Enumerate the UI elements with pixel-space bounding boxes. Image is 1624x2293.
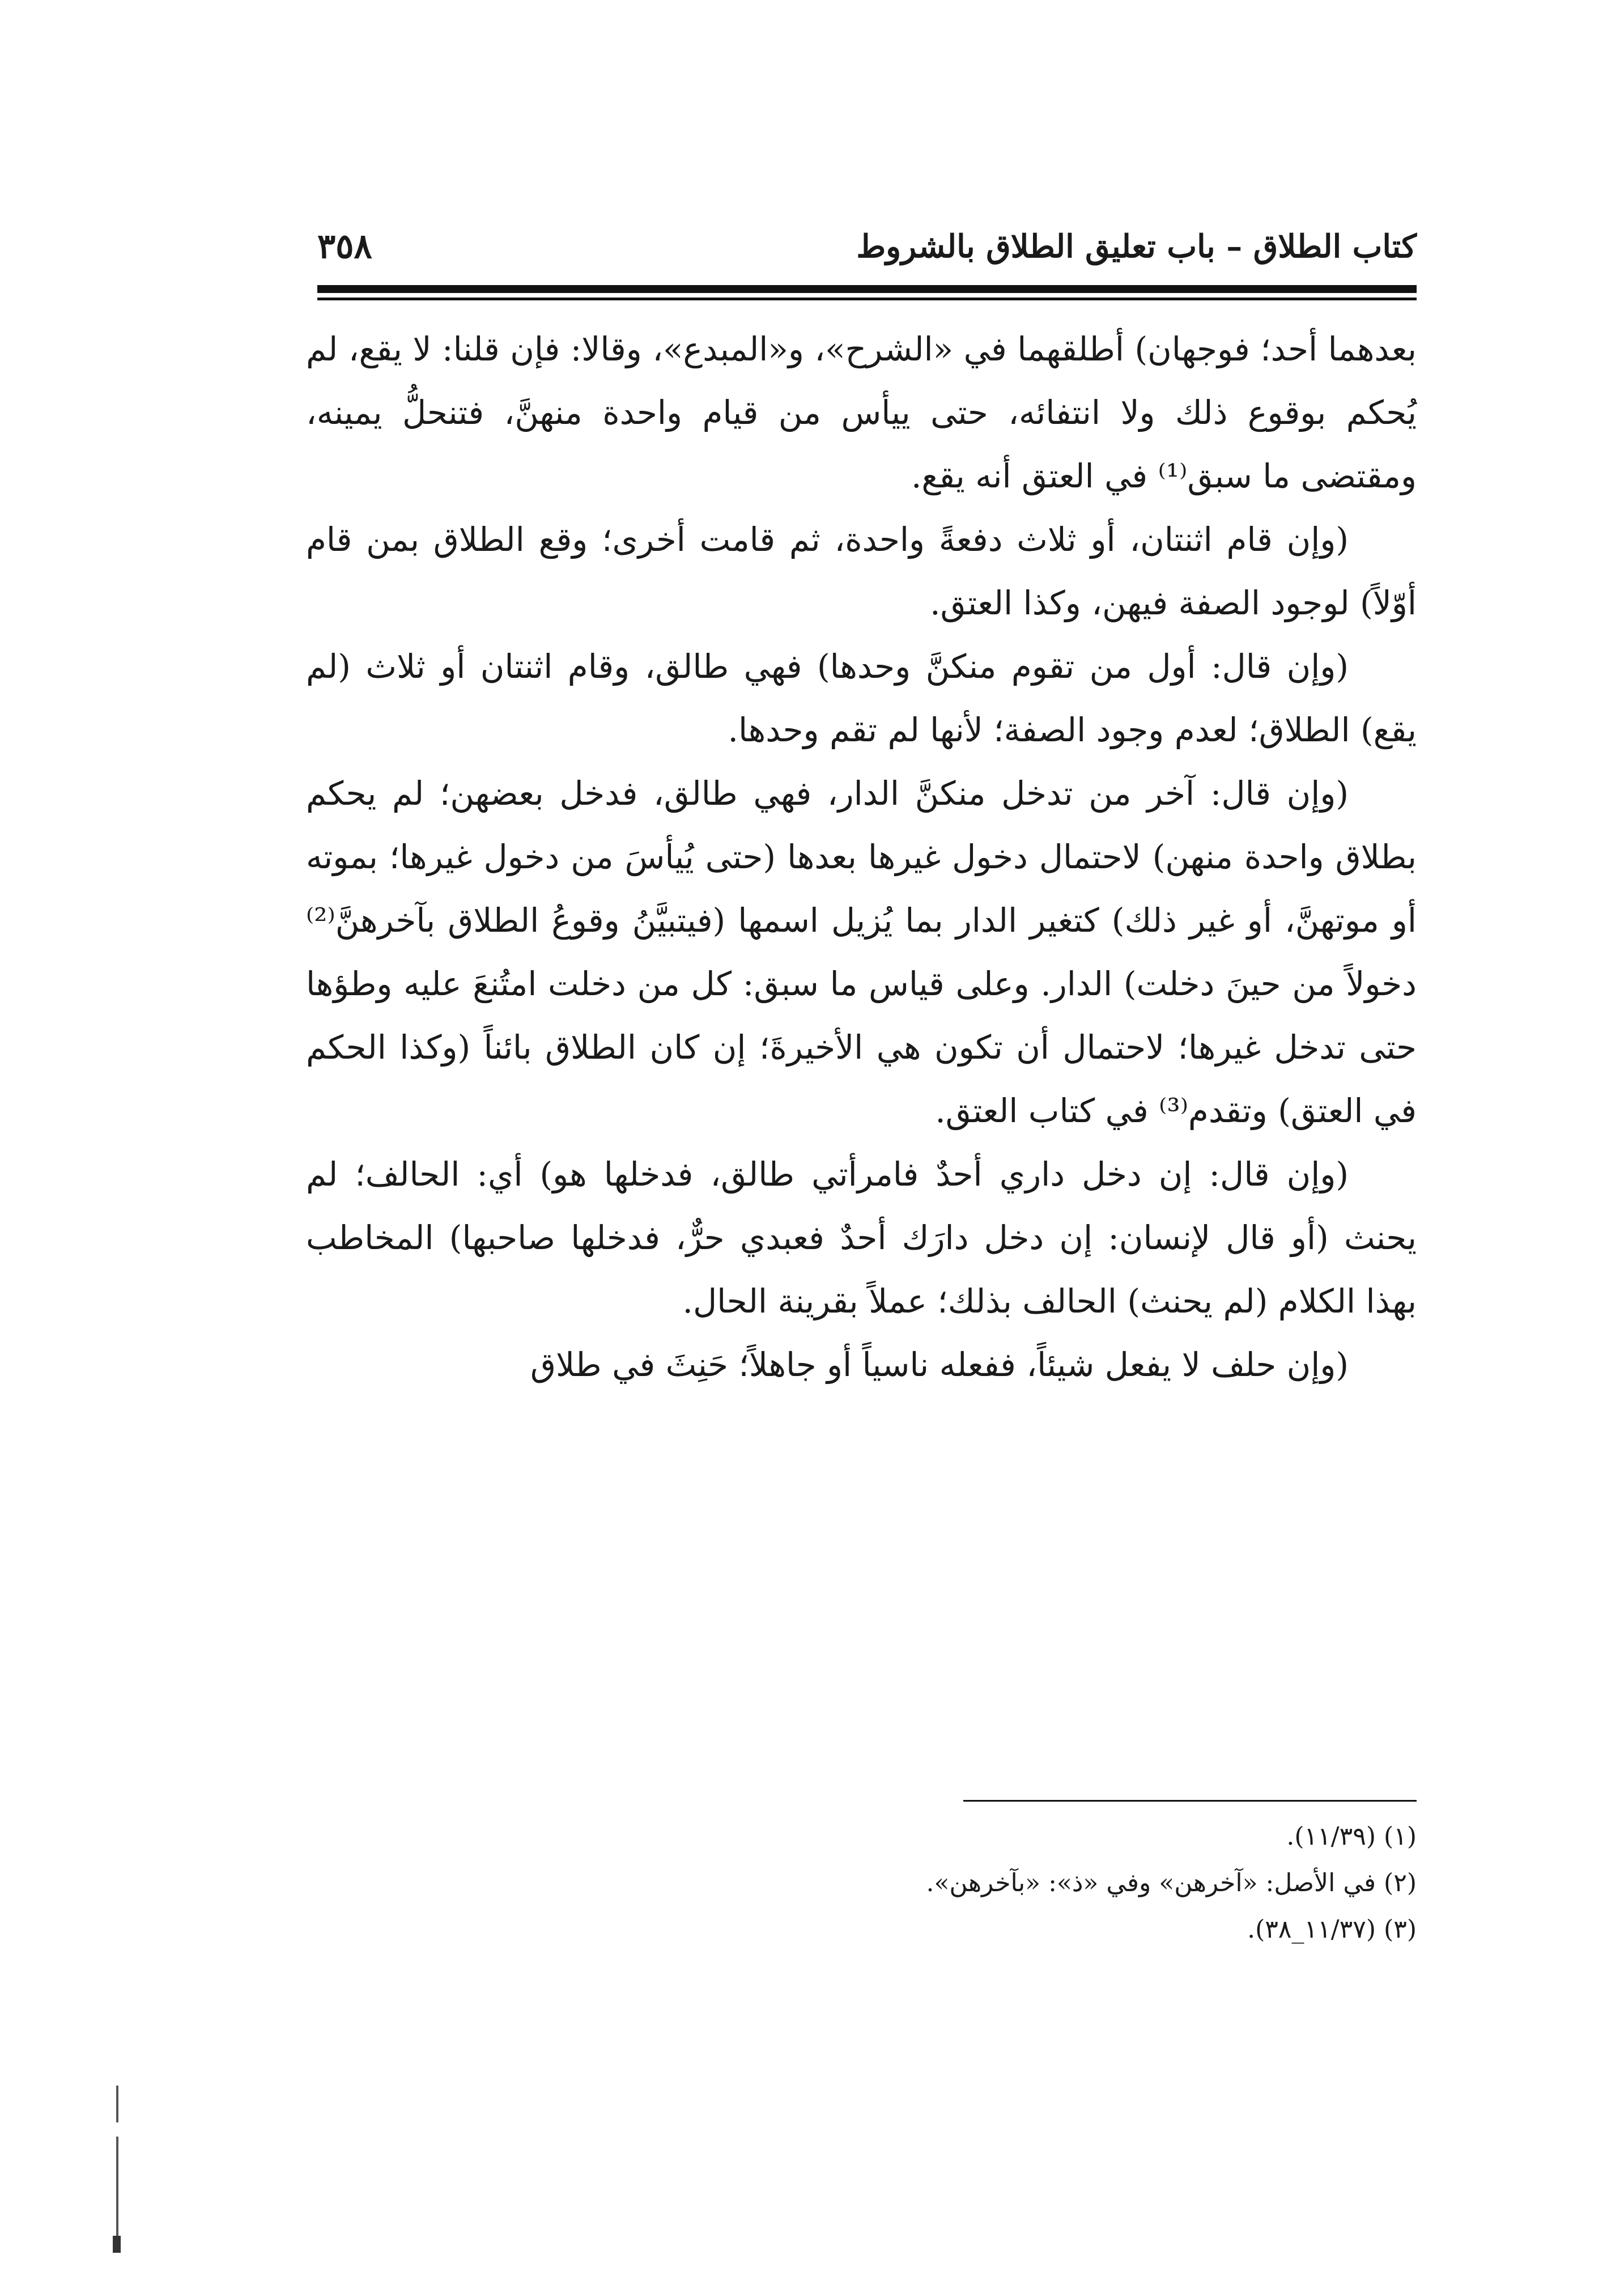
chapter-title: كتاب الطلاق – باب تعليق الطلاق بالشروط — [856, 228, 1417, 265]
paragraph: (وإن حلف لا يفعل شيئاً، ففعله ناسياً أو جاهلاً؛ حَنِثَ في طلاق — [530, 1345, 1349, 1384]
margin-binding-mark — [113, 2236, 121, 2253]
paragraph: (وإن قام اثنتان، أو ثلاث دفعةً واحدة، ثم قامت أخرى؛ وقع الطلاق بمن قام أوّلاً) لوجود الصفة فيهن، وكذا العتق. — [306, 520, 1417, 622]
footnote: (١) (١١/٣٩). — [1286, 1822, 1417, 1851]
running-header — [317, 218, 1417, 275]
header-rule-thick — [317, 285, 1417, 293]
paragraph: بعدهما أحد؛ فوجهان) أطلقهما في «الشرح»، و«المبدع»، وقالا: فإن قلنا: لا يقع، لم يُحكم بوقوع ذلك ولا انتفائه، حتى ييأس من قيام واحدة منهنَّ، فتنحلُّ يمينه، ومقتضى ما سبق⁽¹⁾ في العتق أنه يقع. — [306, 330, 1417, 495]
page-number: ٣٥٨ — [317, 227, 372, 266]
footnote: (٣) (١١/٣٧_٣٨). — [1247, 1915, 1417, 1944]
footnotes — [567, 1814, 1417, 1953]
footnote: (٢) في الأصل: «آخرهن» وفي «ذ»: «بآخرهن». — [926, 1869, 1417, 1897]
paragraph: (وإن قال: آخر من تدخل منكنَّ الدار، فهي طالق، فدخل بعضهن؛ لم يحكم بطلاق واحدة منهن) لاحتمال دخول غيرها بعدها (حتى يُيأسَ من دخول غيرها؛ بموته أو موتهنَّ، أو غير ذلك) كتغير الدار بما يُزيل اسمها (فيتبيَّنُ وقوعُ الطلاق بآخرهنَّ⁽²⁾ دخولاً من حينَ دخلت) الدار. وعلى قياس ما سبق: كل من دخلت امتُنعَ عليه وطؤها حتى تدخل غيرها؛ لاحتمال أن تكون هي الأخيرةَ؛ إن كان الطلاق بائناً (وكذا الحكم في العتق) وتقدم⁽³⁾ في كتاب العتق. — [306, 774, 1417, 1130]
header-rule-thin — [317, 298, 1417, 300]
footnote-divider — [963, 1800, 1417, 1802]
margin-binding-mark — [116, 2137, 118, 2250]
paragraph: (وإن قال: إن دخل داري أحدٌ فامرأتي طالق، فدخلها هو) أي: الحالف؛ لم يحنث (أو قال لإنسان: إن دخل دارَك أحدٌ فعبدي حرٌّ، فدخلها صاحبها) المخاطب بهذا الكلام (لم يحنث) الحالف بذلك؛ عملاً بقرينة الحال. — [306, 1155, 1417, 1320]
paragraph: (وإن قال: أول من تقوم منكنَّ وحدها) فهي طالق، وقام اثنتان أو ثلاث (لم يقع) الطلاق؛ لعدم وجود الصفة؛ لأنها لم تقم وحدها. — [306, 647, 1417, 749]
main-text — [306, 317, 1417, 1396]
margin-binding-mark — [116, 2086, 118, 2122]
